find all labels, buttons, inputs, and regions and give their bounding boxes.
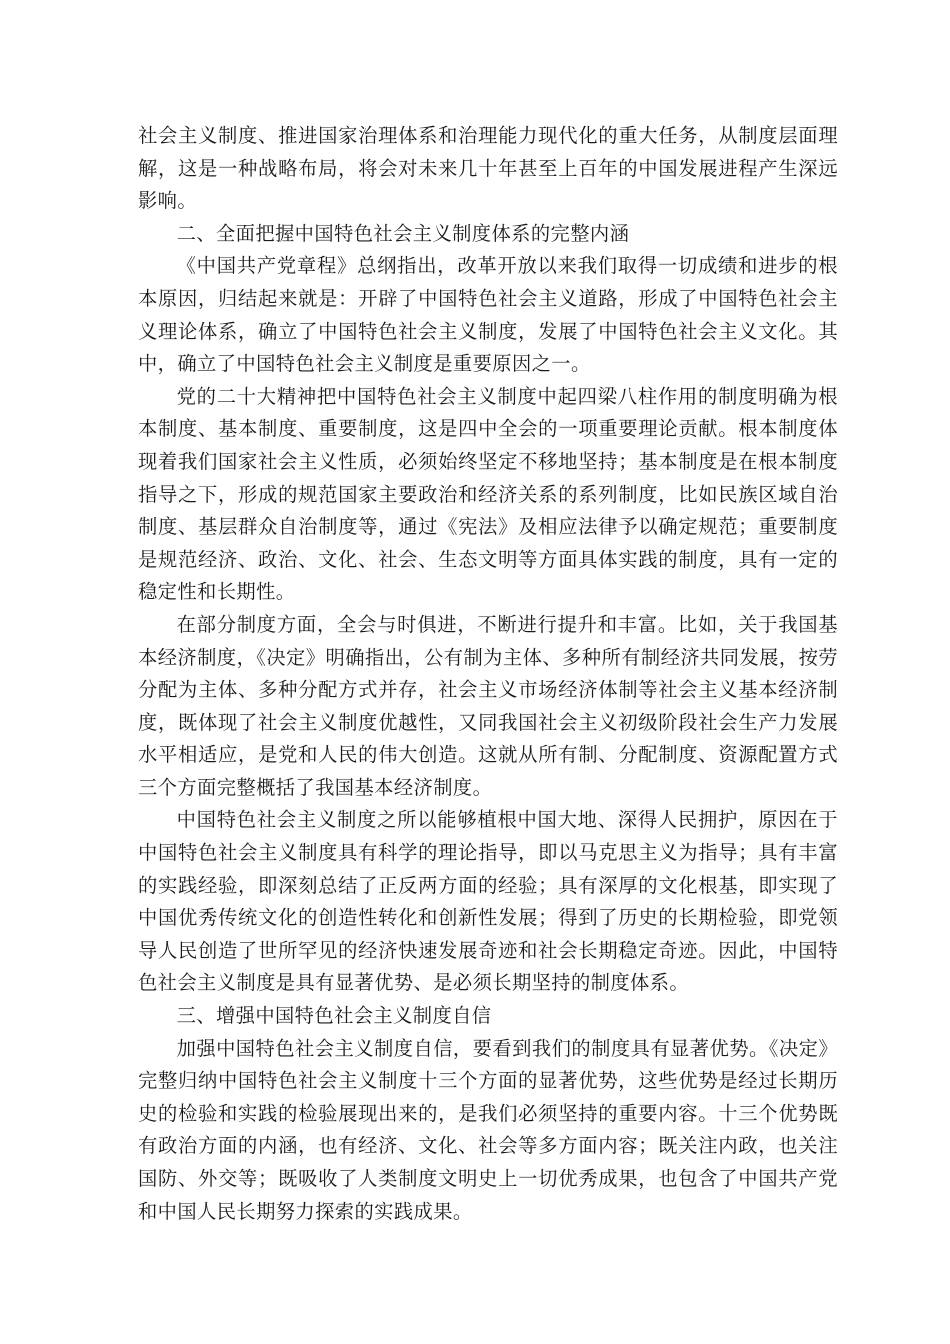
paragraph: 中国特色社会主义制度之所以能够植根中国大地、深得人民拥护，原因在于中国特色社会主义制度具有科学的理论指导，即以马克思主义为指导；具有丰富的实践经验，即深刻总结了正反两方面的经验；具有深厚的文化根基，即实现了中国优秀传统文化的创造性转化和创新性发展；得到了历史的长期检验，即党领导人民创造了世所罕见的经济快速发展奇迹和社会长期稳定奇迹。因此，中国特色社会主义制度是具有显著优势、是必须长期坚持的制度体系。 [138, 808, 838, 995]
section-heading-2: 二、全面把握中国特色社会主义制度体系的完整内涵 [176, 221, 630, 245]
paragraph: 加强中国特色社会主义制度自信，要看到我们的制度具有显著优势。《决定》完整归纳中国特色社会主义制度十三个方面的显著优势，这些优势是经过长期历史的检验和实践的检验展现出来的，是我们必须坚持的重要内容。十三个优势既有政治方面的内涵，也有经济、文化、社会等多方面内容；既关注内政，也关注国防、外交等；既吸收了人类制度文明史上一切优秀成果，也包含了中国共产党和中国人民长期努力探索的实践成果。 [138, 1036, 838, 1223]
paragraph: 《中国共产党章程》总纲指出，改革开放以来我们取得一切成绩和进步的根本原因，归结起来就是：开辟了中国特色社会主义道路，形成了中国特色社会主义理论体系，确立了中国特色社会主义制度，发展了中国特色社会主义文化。其中，确立了中国特色社会主义制度是重要原因之一。 [138, 254, 838, 376]
paragraph: 在部分制度方面，全会与时俱进，不断进行提升和丰富。比如，关于我国基本经济制度，《决定》明确指出，公有制为主体、多种所有制经济共同发展，按劳分配为主体、多种分配方式并存，社会主义市场经济体制等社会主义基本经济制度，既体现了社会主义制度优越性，又同我国社会主义初级阶段社会生产力发展水平相适应，是党和人民的伟大创造。这就从所有制、分配制度、资源配置方式三个方面完整概括了我国基本经济制度。 [138, 612, 838, 799]
paragraph-continued: 社会主义制度、推进国家治理体系和治理能力现代化的重大任务，从制度层面理解，这是一种战略布局，将会对未来几十年甚至上百年的中国发展进程产生深远影响。 [138, 124, 838, 213]
paragraph: 党的二十大精神把中国特色社会主义制度中起四梁八柱作用的制度明确为根本制度、基本制度、重要制度，这是四中全会的一项重要理论贡献。根本制度体现着我们国家社会主义性质，必须始终坚定不移地坚持；基本制度是在根本制度指导之下，形成的规范国家主要政治和经济关系的系列制度，比如民族区域自治制度、基层群众自治制度等，通过《宪法》及相应法律予以确定规范；重要制度是规范经济、政治、文化、社会、生态文明等方面具体实践的制度，具有一定的稳定性和长期性。 [138, 384, 838, 604]
section-heading-3: 三、增强中国特色社会主义制度自信 [176, 1004, 492, 1028]
document-page [138, 120, 838, 1228]
